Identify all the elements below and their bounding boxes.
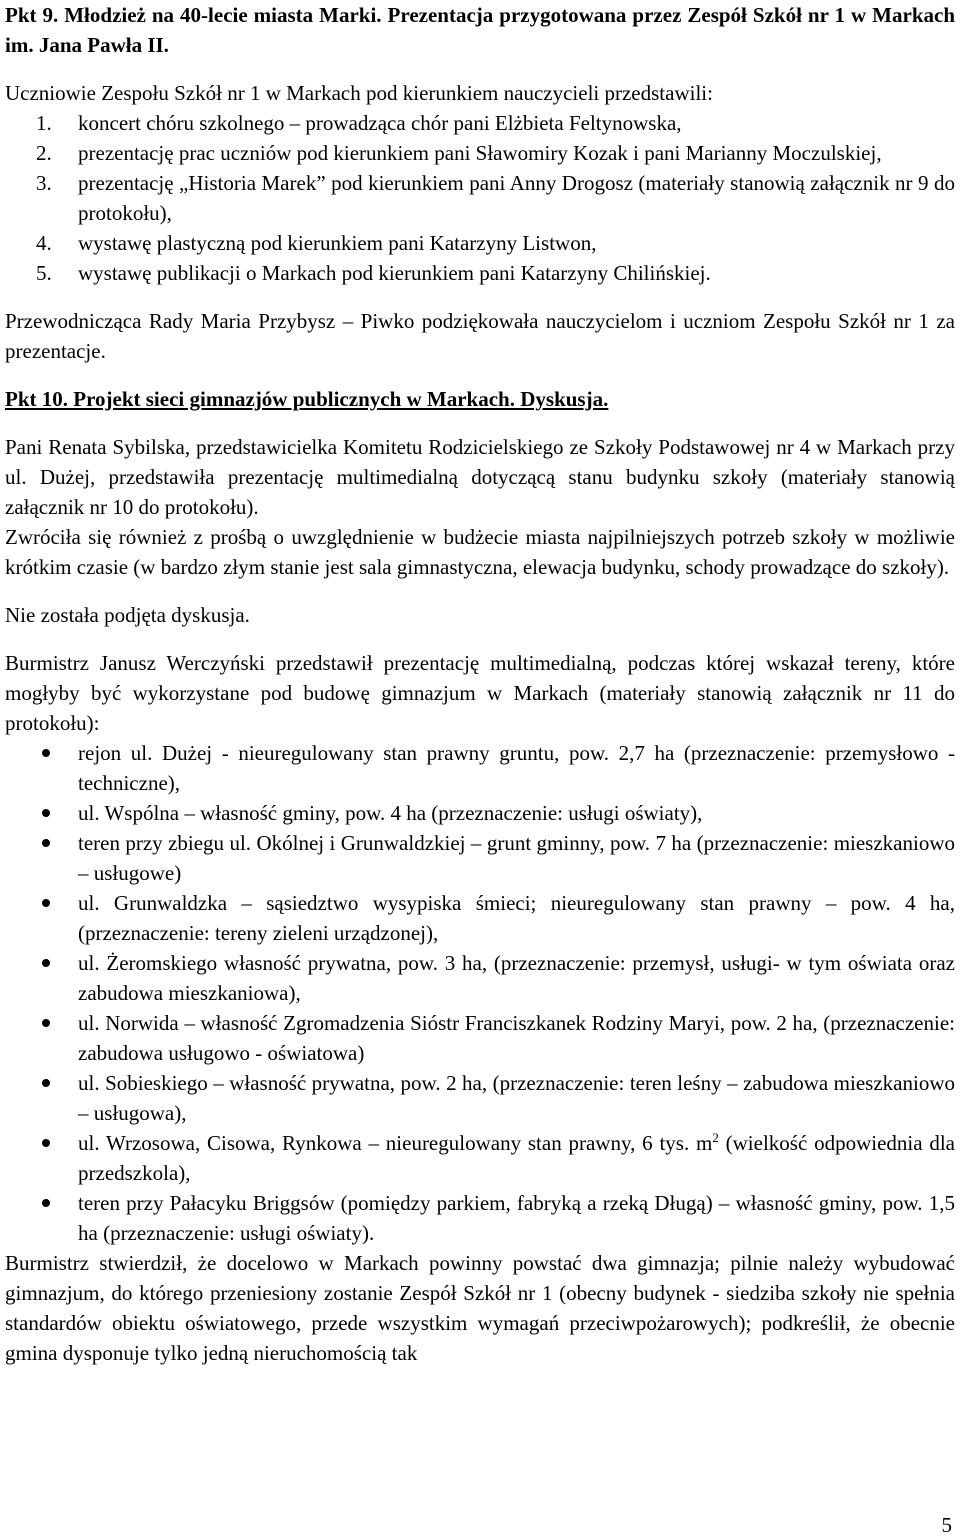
list-item: teren przy Pałacyku Briggsów (pomiędzy parkiem, fabryką a rzeką Długą) – własność gminy, pow. 1,5 ha (przeznaczenie: usługi oświaty). [5,1188,955,1248]
pkt10-sybilska-paragraph: Pani Renata Sybilska, przedstawicielka Komitetu Rodzicielskiego ze Szkoły Podstawowej nr 4 w Markach przy ul. Dużej, przedstawiła prezentację multimedialną dotyczącą stanu budynku szkoły (materiały stanowią załącznik nr 10 do protokołu). [5,435,955,519]
list-item: rejon ul. Dużej - nieuregulowany stan prawny gruntu, pow. 2,7 ha (przeznaczenie: przemysłowo - techniczne), [5,738,955,798]
bullet-icon [42,749,50,757]
list-item: ul. Norwida – własność Zgromadzenia Sióstr Franciszkanek Rodziny Maryi, pow. 2 ha, (przeznaczenie: zabudowa usługowo - oświatowa) [5,1008,955,1068]
list-item: ul. Żeromskiego własność prywatna, pow. 3 ha, (przeznaczenie: przemysł, usługi- w tym oświata oraz zabudowa mieszkaniowa), [5,948,955,1008]
pkt9-thanks-paragraph: Przewodnicząca Rady Maria Przybysz – Piwko podziękowała nauczycielom i uczniom Zespołu Szkół nr 1 za prezentacje. [5,309,955,363]
bullet-icon [42,1199,50,1207]
bullet-icon [42,1139,50,1147]
list-item: ul. Sobieskiego – własność prywatna, pow. 2 ha, (przeznaczenie: teren leśny – zabudowa mieszkaniowo – usługowa), [5,1068,955,1128]
pkt9-heading: Pkt 9. Młodzież na 40-lecie miasta Marki. Prezentacja przygotowana przez Zespół Szkół nr 1 w Markach im. Jana Pawła II. [5,3,955,57]
bullet-icon [42,1019,50,1027]
pkt10-request-paragraph: Zwróciła się również z prośbą o uwzględnienie w budżecie miasta najpilniejszych potrzeb szkoły w możliwie krótkim czasie (w bardzo złym stanie jest sala gimnastyczna, elewacja budynku, schody prowadzące do szkoły). [5,525,955,579]
pkt9-intro: Uczniowie Zespołu Szkół nr 1 w Markach pod kierunkiem nauczycieli przedstawili: [5,81,713,105]
list-item: 1. koncert chóru szkolnego – prowadząca chór pani Elżbieta Feltynowska, [36,111,682,135]
bullet-icon [42,899,50,907]
pkt10-heading: Pkt 10. Projekt sieci gimnazjów publicznych w Markach. Dyskusja. [5,387,609,411]
pkt10-site-list [5,738,955,1248]
pkt10-conclusion-paragraph: Burmistrz stwierdził, że docelowo w Markach powinny powstać dwa gimnazja; pilnie należy wybudować gimnazjum, do którego przeniesiony zostanie Zespół Szkół nr 1 (obecny budynek - siedziba szkoły nie spełnia standardów obiektu oświatowego, przede wszystkim wymagań przeciwpożarowych); podkreślił, że obecnie gmina dysponuje tylko jedną nieruchomością tak [5,1251,955,1365]
pkt10-mayor-intro: Burmistrz Janusz Werczyński przedstawił prezentację multimedialną, podczas której wskazał tereny, które mogłyby być wykorzystane pod budowę gimnazjum w Markach (materiały stanowią załącznik nr 11 do protokołu): [5,651,955,735]
list-item: teren przy zbiegu ul. Okólnej i Grunwaldzkiej – grunt gminny, pow. 7 ha (przeznaczenie: mieszkaniowo – usługowe) [5,828,955,888]
bullet-icon [42,1079,50,1087]
bullet-icon [42,839,50,847]
list-item: 4. wystawę plastyczną pod kierunkiem pani Katarzyny Listwon, [36,231,597,255]
pkt9-presentation-list [5,108,955,288]
list-item: 5. wystawę publikacji o Markach pod kierunkiem pani Katarzyny Chilińskiej. [36,261,711,285]
bullet-icon [42,809,50,817]
list-item: ul. Wspólna – własność gminy, pow. 4 ha (przeznaczenie: usługi oświaty), [5,798,955,828]
list-item: 3. prezentację „Historia Marek” pod kierunkiem pani Anny Drogosz (materiały stanowią załącznik nr 9 do protokołu), [36,171,955,225]
pkt10-no-discussion: Nie została podjęta dyskusja. [5,603,250,627]
list-item: ul. Grunwaldzka – sąsiedztwo wysypiska śmieci; nieuregulowany stan prawny – pow. 4 ha, (przeznaczenie: tereny zieleni urządzonej), [5,888,955,948]
bullet-icon [42,959,50,967]
list-item: ul. Wrzosowa, Cisowa, Rynkowa – nieuregulowany stan prawny, 6 tys. $m^2$ (wielkość odpowiednia dla przedszkola), [5,1128,955,1188]
page-number: 5 [941,1513,952,1537]
list-item: 2. prezentację prac uczniów pod kierunkiem pani Sławomiry Kozak i pani Marianny Moczulskiej, [36,141,882,165]
document-page [5,0,955,1368]
